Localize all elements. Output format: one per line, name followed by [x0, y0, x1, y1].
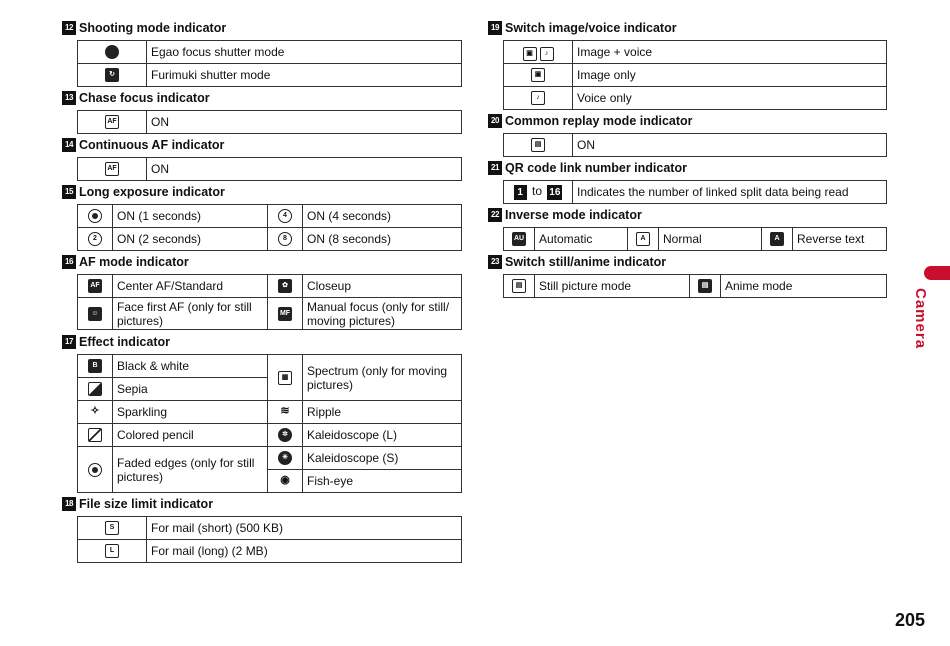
- section-12-heading: 12 Shooting mode indicator: [62, 21, 226, 35]
- file-size-table: S For mail (short) (500 KB) L For mail (long) (2 MB): [77, 516, 462, 563]
- sepia-effect-icon: [88, 382, 102, 396]
- section-17-heading: 17 Effect indicator: [62, 335, 170, 349]
- manual-focus-icon: MF: [278, 307, 292, 321]
- section-22-heading: 22 Inverse mode indicator: [488, 208, 642, 222]
- spectrum-effect-icon: ▦: [278, 371, 292, 385]
- section-14-heading: 14 Continuous AF indicator: [62, 138, 224, 152]
- ripple-effect-icon: ≋: [280, 405, 290, 418]
- section-23-heading: 23 Switch still/anime indicator: [488, 255, 666, 269]
- effect-table: B Black & white ▦ Spectrum (only for moving pictures) Sepia ✧ Sparkling ≋ Ripple Colored pencil ✲ Kaleidoscope (L) Faded edges (only for still pictures) ✳ Kaleidoscope (S) ◉ Fish-eye: [77, 354, 462, 493]
- section-20-heading: 20 Common replay mode indicator: [488, 114, 693, 128]
- still-anime-table: ▤ Still picture mode ▤ Anime mode: [503, 274, 887, 298]
- anime-mode-icon: ▤: [698, 279, 712, 293]
- side-tab-label: Camera: [912, 288, 929, 350]
- section-13-heading: 13 Chase focus indicator: [62, 91, 210, 105]
- fisheye-effect-icon: ◉: [280, 474, 290, 487]
- image-icon: ▣: [523, 47, 537, 61]
- continuous-af-icon: AF: [105, 162, 119, 176]
- closeup-icon: ✿: [278, 279, 292, 293]
- mail-short-icon: S: [105, 521, 119, 535]
- long-exposure-table: ON (1 seconds) 4 ON (4 seconds) 2 ON (2 seconds) 8 ON (8 seconds): [77, 204, 462, 251]
- voice-icon: ♪: [531, 91, 545, 105]
- sparkling-effect-icon: ✧: [90, 405, 100, 418]
- chase-focus-icon: AF: [105, 115, 119, 129]
- image-voice-table: ▣ ♪ Image + voice ▣ Image only ♪ Voice only: [503, 40, 887, 110]
- inverse-normal-icon: A: [636, 232, 650, 246]
- page-number: 205: [895, 610, 926, 630]
- replay-mode-table: ▤ ON: [503, 133, 887, 157]
- pencil-effect-icon: [88, 428, 102, 442]
- inverse-mode-table: AU Automatic A Normal A Reverse text: [503, 227, 887, 251]
- section-18-heading: 18 File size limit indicator: [62, 497, 213, 511]
- still-picture-icon: ▤: [512, 279, 526, 293]
- chase-focus-table: AF ON: [77, 110, 462, 134]
- inverse-reverse-icon: A: [770, 232, 784, 246]
- faded-edges-effect-icon: [88, 463, 102, 477]
- kaleidoscope-l-icon: ✲: [278, 428, 292, 442]
- qr-link-table: 1 to 16 Indicates the number of linked split data being read: [503, 180, 887, 204]
- section-16-heading: 16 AF mode indicator: [62, 255, 189, 269]
- egao-icon: [105, 45, 119, 59]
- long-exposure-icon: [88, 209, 102, 223]
- section-15-heading: 15 Long exposure indicator: [62, 185, 225, 199]
- long-exposure-icon: 8: [278, 232, 292, 246]
- continuous-af-table: AF ON: [77, 157, 462, 181]
- voice-icon: ♪: [540, 47, 554, 61]
- shooting-mode-table: Egao focus shutter mode ↻ Furimuki shutter mode: [77, 40, 462, 87]
- bw-effect-icon: B: [88, 359, 102, 373]
- af-mode-icon: AF: [88, 279, 102, 293]
- face-af-icon: ☺: [88, 307, 102, 321]
- mail-long-icon: L: [105, 544, 119, 558]
- af-mode-table: AF Center AF/Standard ✿ Closeup ☺ Face first AF (only for still pictures) MF Manual focus (only for still/ moving pictures): [77, 274, 462, 330]
- side-tab-marker: [924, 266, 950, 280]
- qr-link-icon: 1: [514, 185, 527, 200]
- qr-link-icon: 16: [549, 186, 561, 198]
- section-21-heading: 21 QR code link number indicator: [488, 161, 687, 175]
- kaleidoscope-s-icon: ✳: [278, 451, 292, 465]
- section-19-heading: 19 Switch image/voice indicator: [488, 21, 677, 35]
- furimuki-icon: ↻: [105, 68, 119, 82]
- image-icon: ▣: [531, 68, 545, 82]
- long-exposure-icon: 2: [88, 232, 102, 246]
- replay-icon: ▤: [531, 138, 545, 152]
- long-exposure-icon: 4: [278, 209, 292, 223]
- inverse-auto-icon: AU: [512, 232, 526, 246]
